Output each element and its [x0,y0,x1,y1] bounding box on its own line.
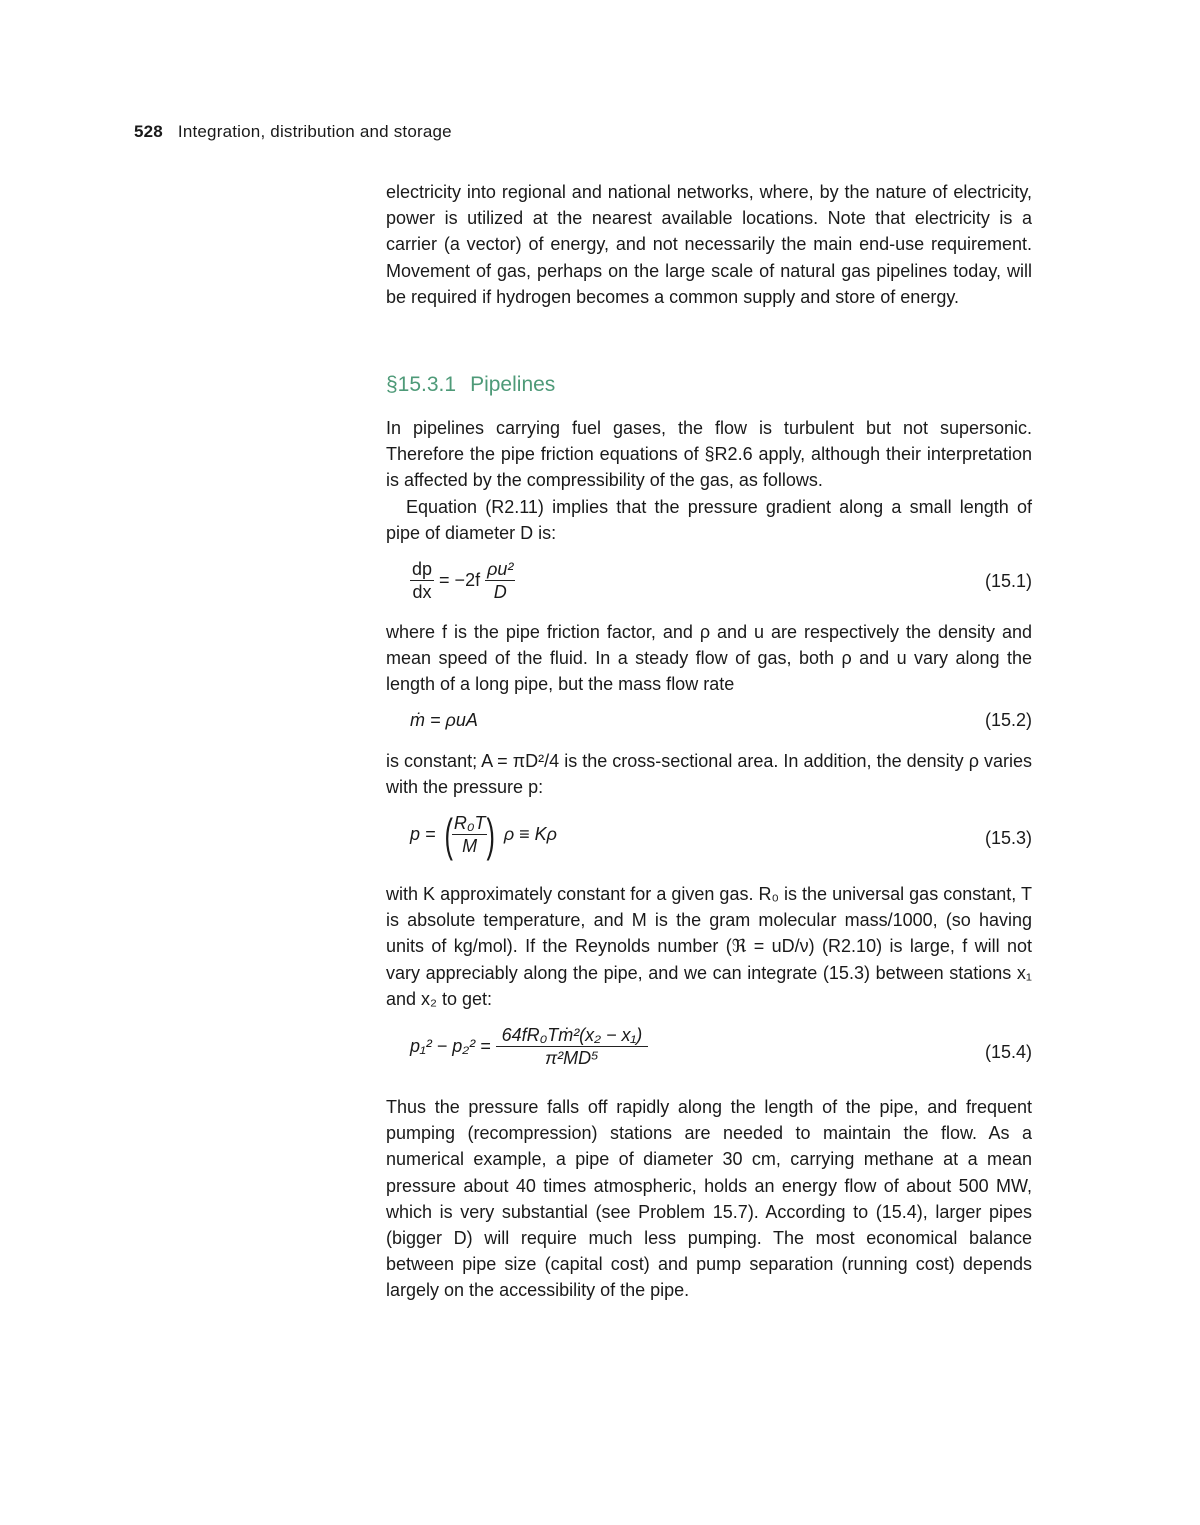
eq2-expression: ṁ = ρuA [410,710,478,730]
equation-15-1 [386,558,1032,610]
running-title: Integration, distribution and storage [177,122,452,141]
eq1-rhs-numerator: ρu² [487,559,514,579]
eq4-fraction [496,1024,649,1069]
equation-15-2 [386,708,1032,736]
eq3-denominator: M [462,836,478,856]
eq4-numerator: 64fR₀Tṁ²(x₂ − x₁) [496,1024,649,1047]
section-heading [386,373,555,397]
body-block-4 [386,881,1032,1012]
eq1-lhs-numerator: dp [412,559,433,579]
eq4-denominator: π²MD⁵ [545,1048,599,1068]
eq1-middle: = −2f [439,570,481,590]
eq3-fraction [452,812,488,857]
intro-paragraph-block [386,179,1032,310]
eq3-numerator: R₀T [453,813,486,833]
paragraph-cross-section: is constant; A = πD²/4 is the cross-sectional area. In addition, the density ρ varies with the pressure p: [386,751,1032,798]
equation-15-3 [386,808,1032,868]
eq3-label: (15.3) [984,828,1032,848]
eq1-rhs-denominator: D [493,582,507,602]
section-title: Pipelines [470,373,556,396]
eq4-lhs: p₁² − p₂² = [410,1036,491,1056]
intro-paragraph: electricity into regional and national networks, where, by the nature of electricity, power is utilized at the nearest available locations. Note that electricity is a carrier (a vector) of energy, and not necessarily the main end-use requirement. Movement of gas, perhaps on the large scale of natural gas pipelines today, will be required if hydrogen becomes a common supply and store of energy. [386,182,1032,307]
eq3-lhs: p = [410,824,436,844]
paragraph-pressure-gradient: Equation (R2.11) implies that the pressure gradient along a small length of pipe of diameter D is: [386,496,1032,543]
paragraph-gas-constant: with K approximately constant for a given gas. R₀ is the universal gas constant, T is absolute temperature, and M is the gram molecular mass/1000, (so having units of kg/mol). If the Reynolds number (ℜ = uD/ν) (R2.10) is large, f will not vary appreciably along the pipe, and we can integrate (15.3) between stations x₁ and x₂ to get: [386,884,1032,1009]
body-block-3 [386,748,1032,800]
eq1-lhs-denominator: dx [412,582,432,602]
body-block-2 [386,619,1032,698]
section-number: §15.3.1 [386,373,457,396]
paragraph-friction-factor: where f is the pipe friction factor, and ρ and u are respectively the density and mean speed of the fluid. In a steady flow of gas, both ρ and u vary along the length of a long pipe, but the mass flow rate [386,622,1032,695]
body-block-1 [386,415,1032,546]
eq1-rhs-fraction [485,558,515,603]
eq2-label: (15.2) [984,710,1032,730]
paragraph-pressure-falls: Thus the pressure falls off rapidly along the length of the pipe, and frequent pumping (recompression) stations are needed to maintain the flow. As a numerical example, a pipe of diameter 30 cm, carrying methane at a mean pressure about 40 times atmospheric, holds an energy flow of about 500 MW, which is very substantial (see Problem 15.7). According to (15.4), larger pipes (bigger D) will require much less pumping. The most economical balance between pipe size (capital cost) and pump separation (running cost) depends largely on the accessibility of the pipe. [386,1097,1032,1301]
eq3-right-paren-icon: ) [486,808,496,861]
eq1-lhs-fraction [410,558,434,603]
running-header [134,122,452,142]
eq1-label: (15.1) [984,571,1032,591]
eq3-left-paren-icon: ( [443,808,453,861]
page-number: 528 [134,122,163,141]
eq3-rhs: ρ ≡ Kρ [503,824,557,844]
body-block-5 [386,1094,1032,1304]
equation-15-4 [386,1024,1032,1082]
eq4-label: (15.4) [984,1042,1032,1062]
paragraph-pipelines-intro: In pipelines carrying fuel gases, the flow is turbulent but not supersonic. Therefore the pipe friction equations of §R2.6 apply, although their interpretation is affected by the compressibility of the gas, as follows. [386,418,1032,491]
